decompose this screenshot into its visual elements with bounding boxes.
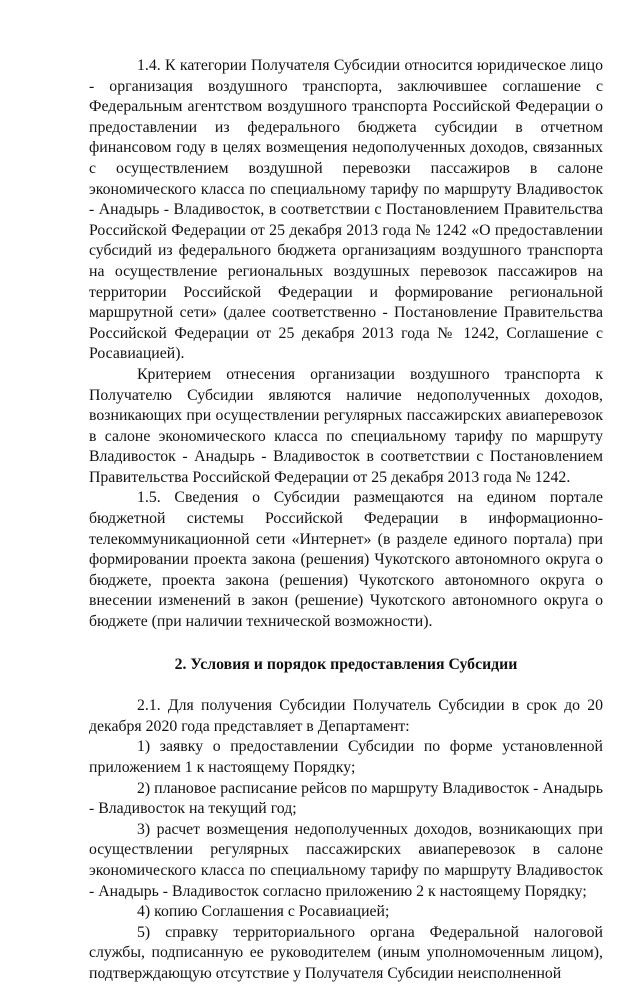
paragraph-1-4: 1.4. К категории Получателя Субсидии относится юридическое лицо - организация воздушного транспорта, заключившее соглашение с Федеральным агентством воздушного транспорта Российской Федерации о предоставлении из федерального бюджета субсидии в отчетном финансовом году в целях возмещения недополученных доходов, связанных с осуществлением воздушной перевозки пассажиров в салоне экономического класса по специальному тарифу по маршруту Владивосток - Анадырь - Владивосток, в соответствии с Постановлением Правительства Российской Федерации от 25 декабря 2013 года № 1242 «О предоставлении субсидий из федерального бюджета организациям воздушного транспорта на осуществление региональных воздушных перевозок пассажиров на территории Российской Федерации и формирование региональной маршрутной сети» (далее соответственно - Постановление Правительства Российской Федерации от 25 декабря 2013 года № 1242, Соглашение с Росавиацией). xyxy=(89,57,603,363)
list-item-2: 2) плановое расписание рейсов по маршруту Владивосток - Анадырь - Владивосток на текущий год; xyxy=(89,779,603,818)
paragraph-1-5: 1.5. Сведения о Субсидии размещаются на едином портале бюджетной системы Российской Федерации в информационно-телекоммуникационной сети «Интернет» (в разделе единого портала) при формировании проекта закона (решения) Чукотского автономного округа о бюджете, проекта закона (решения) Чукотского автономного округа о внесении изменений в закон (решение) Чукотского автономного округа о бюджете (при наличии технической возможности). xyxy=(89,489,603,631)
document-body xyxy=(89,56,603,985)
list-item-5: 5) справку территориального органа Федеральной налоговой службы, подписанную ее руководителем (иным уполномоченным лицом), подтверждающую отсутствие у Получателя Субсидии неисполненной xyxy=(89,923,603,982)
paragraph-criterion: Критерием отнесения организации воздушного транспорта к Получателю Субсидии являются наличие недополученных доходов, возникающих при осуществлении регулярных пассажирских авиаперевозок в салоне экономического класса по специальному тарифу по маршруту Владивосток - Анадырь - Владивосток в соответствии с Постановлением Правительства Российской Федерации от 25 декабря 2013 года № 1242. xyxy=(89,365,603,486)
section-heading: 2. Условия и порядок предоставления Субсидии xyxy=(174,655,518,673)
paragraph-2-1: 2.1. Для получения Субсидии Получатель Субсидии в срок до 20 декабря 2020 года представляет в Департамент: xyxy=(89,697,603,735)
list-item-4: 4) копию Соглашения с Росавиацией; xyxy=(137,903,390,921)
list-item-1: 1) заявку о предоставлении Субсидии по форме установленной приложением 1 к настоящему Порядку; xyxy=(89,738,603,776)
list-item-3: 3) расчет возмещения недополученных доходов, возникающих при осуществлении регулярных пассажирских авиаперевозок в салоне экономического класса по специальному тарифу по маршруту Владивосток - Анадырь - Владивосток согласно приложению 2 к настоящему Порядку; xyxy=(89,820,603,900)
